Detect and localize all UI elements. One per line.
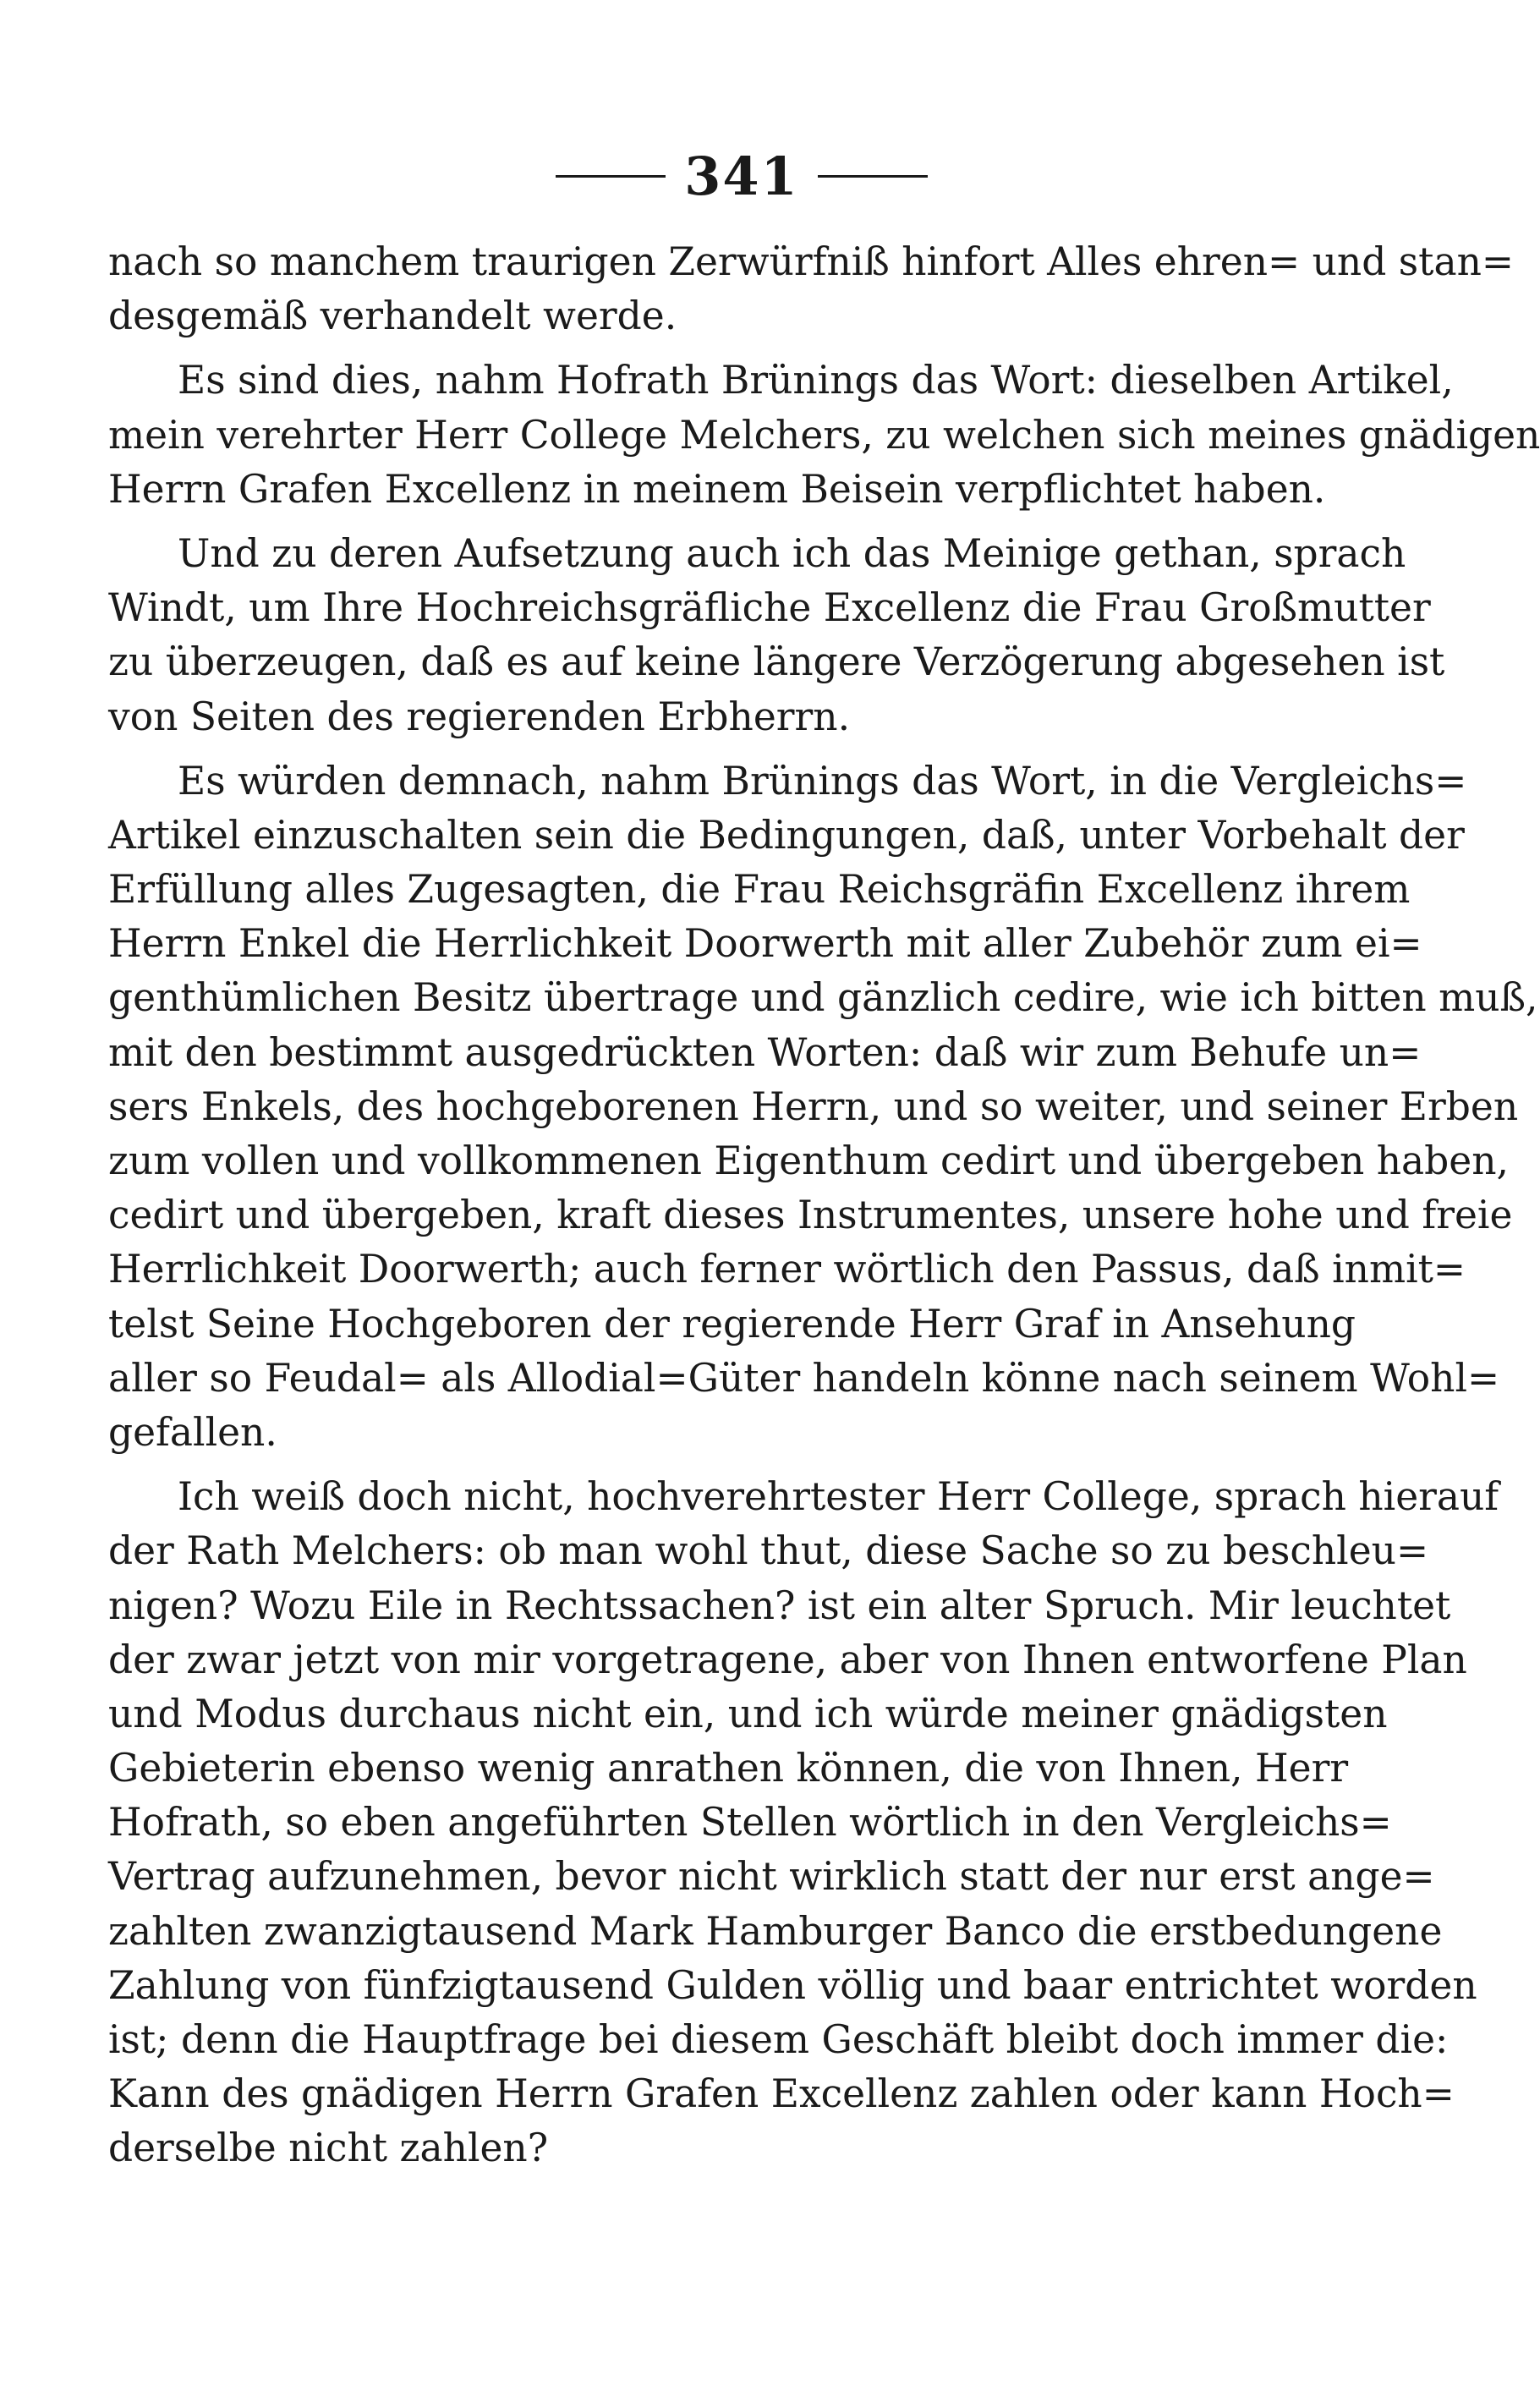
text-line: Ich weiß doch nicht, hochverehrtester Herr College, sprach hierauf [178,1474,1499,1520]
text-line: Erfüllung alles Zugesagten, die Frau Reichsgräfin Excellenz ihrem [108,867,1411,913]
text-line: Kann des gnädigen Herrn Grafen Excellenz zahlen oder kann Hoch= [108,2071,1455,2117]
text-line: Herrn Grafen Excellenz in meinem Beisein verpflichtet haben. [108,466,1326,512]
text-line: von Seiten des regierenden Erbherrn. [108,694,851,739]
text-line: der Rath Melchers: ob man wohl thut, diese Sache so zu beschleu= [108,1528,1429,1574]
text-line: Artikel einzuschalten sein die Bedingungen, daß, unter Vorbehalt der [108,812,1465,858]
text-line: nach so manchem traurigen Zerwürfniß hinfort Alles ehren= und stan= [108,239,1514,284]
text-line: zahlten zwanzigtausend Mark Hamburger Banco die erstbedungene [108,1908,1443,1954]
text-line: ist; denn die Hauptfrage bei diesem Geschäft bleibt doch immer die: [108,2017,1449,2062]
page-header [0,142,1483,210]
paragraph [108,754,1538,1460]
text-line: aller so Feudal= als Allodial=Güter handeln könne nach seinem Wohl= [108,1355,1500,1401]
body-text [108,235,1540,2176]
page-number: 341 [684,145,799,207]
paragraph [108,527,1445,744]
text-line: Und zu deren Aufsetzung auch ich das Meinige gethan, sprach [178,530,1406,576]
text-line: Vertrag aufzunehmen, bevor nicht wirklich statt der nur erst ange= [108,1854,1435,1900]
text-line: der zwar jetzt von mir vorgetragene, aber von Ihnen entworfene Plan [108,1637,1467,1682]
text-line: Hofrath, so eben angeführten Stellen wörtlich in den Vergleichs= [108,1800,1392,1846]
text-line: Herrn Enkel die Herrlichkeit Doorwerth mit aller Zubehör zum ei= [108,921,1422,967]
text-line: nigen? Wozu Eile in Rechtssachen? ist ein alter Spruch. Mir leuchtet [108,1582,1451,1628]
text-line: Zahlung von fünfzigtausend Gulden völlig und baar entrichtet worden [108,1962,1477,2008]
header-rule-right [818,175,928,178]
text-line: Es sind dies, nahm Hofrath Brünings das Wort: dieselben Artikel, [178,358,1454,403]
text-line: zu überzeugen, daß es auf keine längere Verzögerung abgesehen ist [108,639,1445,685]
header-rule-left [556,175,666,178]
text-line: Es würden demnach, nahm Brünings das Wort, in die Vergleichs= [178,758,1467,804]
text-line: desgemäß verhandelt werde. [108,293,677,339]
paragraph [108,354,1540,517]
text-line: Herrlichkeit Doorwerth; auch ferner wörtlich den Passus, daß inmit= [108,1247,1466,1292]
paragraph [108,235,1514,343]
text-line: zum vollen und vollkommenen Eigenthum cedirt und übergeben haben, [108,1138,1509,1183]
text-line: mein verehrter Herr College Melchers, zu welchen sich meines gnädigen [108,412,1540,458]
text-line: und Modus durchaus nicht ein, und ich würde meiner gnädigsten [108,1691,1388,1736]
text-line: gefallen. [108,1409,277,1455]
text-line: telst Seine Hochgeboren der regierende Herr Graf in Ansehung [108,1301,1356,1347]
text-line: Windt, um Ihre Hochreichsgräfliche Excellenz die Frau Großmutter [108,585,1431,631]
text-line: derselbe nicht zahlen? [108,2125,549,2171]
text-line: mit den bestimmt ausgedrückten Worten: daß wir zum Behufe un= [108,1029,1422,1075]
text-line: genthümlichen Besitz übertrage und gänzlich cedire, wie ich bitten muß, [108,975,1538,1021]
text-line: Gebieterin ebenso wenig anrathen können, die von Ihnen, Herr [108,1746,1349,1791]
paragraph [108,1470,1499,2175]
text-line: cedirt und übergeben, kraft dieses Instrumentes, unsere hohe und freie [108,1193,1513,1238]
text-line: sers Enkels, des hochgeborenen Herrn, und so weiter, und seiner Erben [108,1083,1519,1129]
